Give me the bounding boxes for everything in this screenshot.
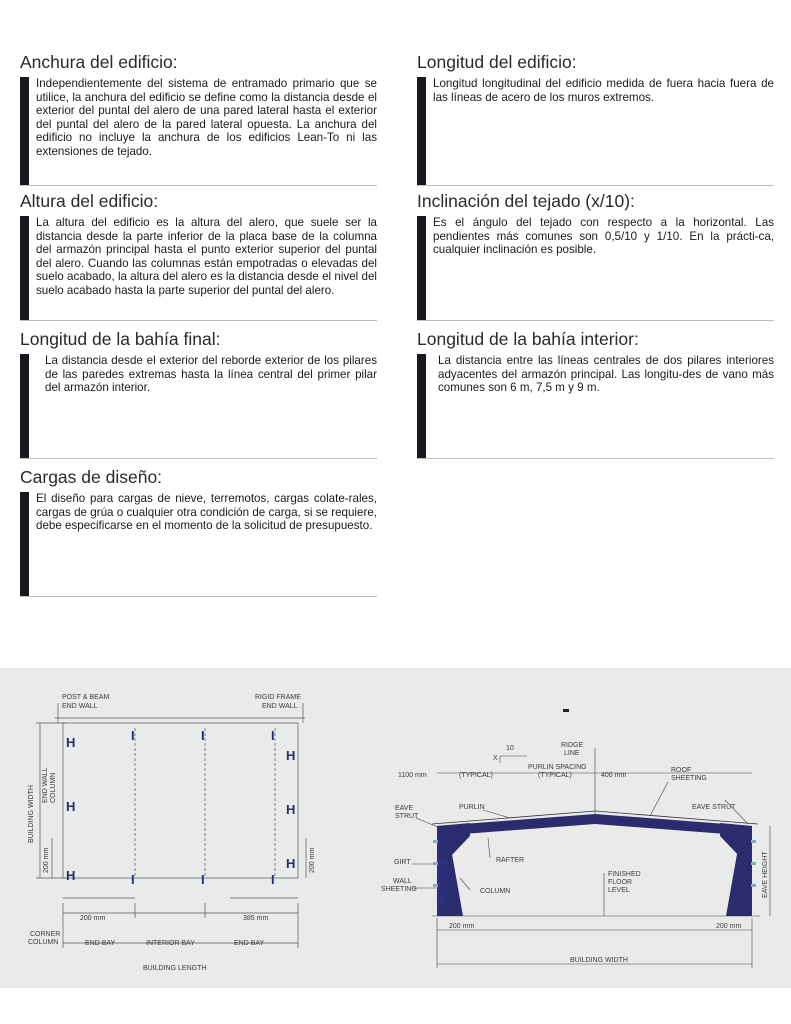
building-diagrams [0, 668, 791, 988]
interior-bay-label: INTERIOR BAY [146, 940, 195, 947]
section-body: La distancia desde el exterior del reborde exterior de los pilares de las paredes extremas hasta la línea central del primer pilar del armazón interior. [45, 354, 377, 394]
corner-column-label: COLUMN [28, 939, 59, 946]
section-box [20, 77, 377, 186]
column-icon: H [66, 799, 76, 814]
purlin-spacing-label: (TYPICAL) [538, 772, 572, 779]
section-box [20, 354, 377, 459]
purlin-spacing-label: PURLIN SPACING [528, 764, 587, 771]
girt-label: GIRT [394, 859, 411, 866]
typical-label: (TYPICAL) [459, 772, 493, 779]
section-box [417, 354, 774, 459]
end-wall-column-label: END WALL [42, 767, 49, 803]
section-building-length [417, 51, 774, 186]
dim-200-left: 200 mm [449, 923, 475, 930]
section-title: Longitud de la bahía interior: [417, 329, 639, 349]
eave-strut-left-label: EAVE [395, 805, 414, 812]
column-icon: H [286, 748, 296, 763]
section-title: Longitud de la bahía final: [20, 329, 221, 349]
building-length-label: BUILDING LENGTH [143, 965, 207, 972]
finished-floor-label: FINISHED [608, 871, 641, 878]
column-icon: I [131, 872, 135, 887]
post-beam-label: END WALL [62, 703, 98, 710]
dim-200-right: 200 mm [309, 847, 316, 873]
plan-view-diagram [36, 703, 306, 948]
section-box [417, 216, 774, 321]
dim-200-left: 200 mm [43, 847, 50, 873]
section-title: Inclinación del tejado (x/10): [417, 191, 635, 211]
section-body: Longitud longitudinal del edificio medida de fuera hacia fuera de las líneas de acero de los muros extremos. [433, 77, 774, 104]
accent-bar [20, 354, 29, 458]
roof-sheeting-label: SHEETING [671, 775, 707, 782]
rigid-frame-label: RIGID FRAME [255, 694, 301, 701]
column-icon: H [66, 735, 76, 750]
accent-bar [417, 77, 426, 185]
diagram-panel [0, 668, 791, 988]
end-bay-right-label: END BAY [234, 940, 265, 947]
dim-200-bottom: 200 mm [80, 915, 106, 922]
purlin-label: PURLIN [459, 804, 485, 811]
section-body: Independientemente del sistema de entramado primario que se utilice, la anchura del edificio se define como la distancia desde el exterior del puntal del alero de una pared lateral hasta el exterior del puntal del alero de la pared lateral opuesta. La anchura del edificio no incluye la anchura de los edificios Lean-To ni las extensiones de tejado. [36, 77, 377, 158]
section-title: Anchura del edificio: [20, 52, 178, 72]
section-title: Cargas de diseño: [20, 467, 163, 487]
column-icon: I [131, 728, 135, 743]
corner-column-label: CORNER [30, 931, 61, 938]
section-body: La distancia entre las líneas centrales de dos pilares interiores adyacentes del armazón principal. Las longitu-des de vano más comunes son 6 m, 7,5 m y 9 m. [438, 354, 774, 394]
accent-bar [20, 77, 29, 185]
finished-floor-label: FLOOR [608, 879, 633, 886]
dim-385: 385 mm [243, 915, 269, 922]
section-box [20, 492, 377, 597]
eave-strut-right-label: EAVE STRUT [692, 804, 736, 811]
section-roof-slope [417, 190, 774, 321]
wall-sheeting-label: SHEETING [381, 886, 417, 893]
post-beam-label: POST & BEAM [62, 694, 110, 701]
section-end-bay-length [20, 328, 377, 459]
section-title: Altura del edificio: [20, 191, 159, 211]
ridge-line-label: RIDGE [561, 742, 584, 749]
column-icon: I [271, 872, 275, 887]
building-width-label: BUILDING WIDTH [28, 785, 35, 843]
ridge-line-label: LINE [564, 750, 580, 757]
building-width-label: BUILDING WIDTH [570, 957, 628, 964]
column-icon: H [66, 868, 76, 883]
eave-strut-left-label: STRUT [395, 813, 419, 820]
roof-sheeting-label: ROOF [671, 767, 692, 774]
slope-10-label: 10 [506, 745, 514, 752]
dim-1100: 1100 mm [398, 772, 427, 779]
finished-floor-label: LEVEL [608, 887, 630, 894]
end-bay-left-label: END BAY [85, 940, 116, 947]
section-building-width [20, 51, 377, 186]
dim-200-right: 200 mm [716, 923, 742, 930]
column-icon: H [286, 802, 296, 817]
section-interior-bay-length [417, 328, 774, 459]
accent-bar [417, 216, 426, 320]
rafter-label: RAFTER [496, 857, 524, 864]
section-box [20, 216, 377, 321]
section-body: Es el ángulo del tejado con respecto a la horizontal. Las pendientes más comunes son 0,5/10 y 1/10. En la prácti-ca, cualquier inclinación es posible. [433, 216, 774, 256]
section-body: La altura del edificio es la altura del alero, que suele ser la distancia desde la parte inferior de la placa base de la columna del armazón principal hasta el punto exterior superior del puntal del alero. Cuando las columnas están empotradas o elevadas del suelo acabado, la altura del alero es la distancia desde el nivel del suelo acabado hasta la parte superior del puntal del alero. [36, 216, 377, 297]
section-box [417, 77, 774, 186]
column-icon: H [286, 856, 296, 871]
slope-x-label: X [493, 755, 498, 762]
column-icon: I [271, 728, 275, 743]
section-building-height [20, 190, 377, 321]
accent-bar [20, 216, 29, 320]
column-icon: I [201, 872, 205, 887]
end-wall-column-label: COLUMN [50, 772, 57, 803]
dim-400: 400 mm [601, 772, 627, 779]
section-body: El diseño para cargas de nieve, terremotos, cargas colate-rales, cargas de grúa o cualquier otra condición de carga, si se requiere, debe especificarse en el momento de la solicitud de presupuesto. [36, 492, 377, 532]
rigid-frame-label: END WALL [262, 703, 298, 710]
section-title: Longitud del edificio: [417, 52, 577, 72]
column-icon: I [201, 728, 205, 743]
column-label: COLUMN [480, 888, 511, 895]
accent-bar [417, 354, 426, 458]
section-design-loads [20, 466, 377, 597]
eave-height-label: EAVE HEIGHT [762, 851, 769, 898]
wall-sheeting-label: WALL [393, 878, 412, 885]
accent-bar [20, 492, 29, 596]
